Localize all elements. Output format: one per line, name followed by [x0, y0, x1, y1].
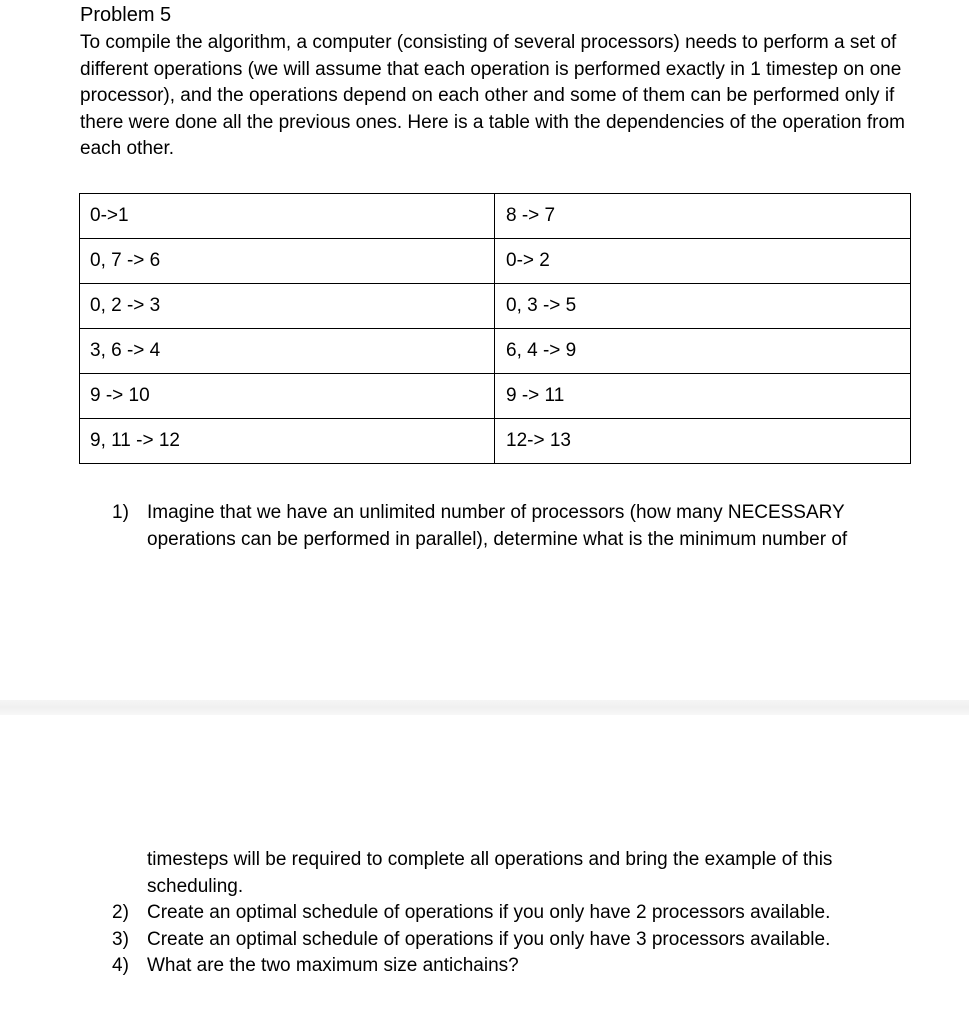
question-number: 4): [112, 955, 129, 976]
table-row: [80, 239, 911, 284]
dependency-cell: 8 -> 7: [495, 194, 911, 239]
problem-intro: To compile the algorithm, a computer (consisting of several processors) needs to perform a set of different operations (we will assume that each operation is performed exactly in 1 timestep on one processor), and the operations depend on each other and some of them can be performed only if there were done all the previous ones. Here is a table with the dependencies of the operation from each other.: [80, 32, 905, 159]
question-text: What are the two maximum size antichains?: [147, 955, 519, 976]
problem-title: Problem 5: [80, 4, 172, 26]
question-text: Create an optimal schedule of operations if you only have 3 processors available.: [147, 928, 831, 950]
question-list-bottom: [0, 847, 969, 980]
table-row: [80, 329, 911, 374]
question-number: 3): [112, 928, 129, 950]
question-1-continued: [0, 847, 969, 900]
dependency-cell: 9 -> 11: [495, 374, 911, 419]
question-text: Create an optimal schedule of operations if you only have 2 processors available.: [147, 902, 831, 923]
dependency-cell: 12-> 13: [495, 419, 911, 464]
dependency-cell: 6, 4 -> 9: [495, 329, 911, 374]
table-row: [80, 374, 911, 419]
question-text: Imagine that we have an unlimited number of processors (how many NECESSARY operations can be performed in parallel), determine what is the minimum number of: [147, 502, 848, 550]
dependencies-table: [79, 193, 911, 464]
question-list-top: [0, 500, 969, 553]
page-break-divider: [0, 700, 969, 715]
question-number: 2): [112, 902, 129, 923]
dependency-cell: 9 -> 10: [80, 374, 495, 419]
question-3: [0, 927, 969, 954]
table-row: [80, 419, 911, 464]
dependency-cell: 0->1: [80, 194, 495, 239]
dependency-cell: 9, 11 -> 12: [80, 419, 495, 464]
dependency-cell: 0, 2 -> 3: [80, 284, 495, 329]
question-text: timesteps will be required to complete all operations and bring the example of this scheduling.: [147, 849, 833, 897]
table-row: [80, 284, 911, 329]
dependency-cell: 0, 3 -> 5: [495, 284, 911, 329]
dependency-cell: 0-> 2: [495, 239, 911, 284]
question-2: [0, 900, 969, 927]
question-4: [0, 953, 969, 980]
table-row: [80, 194, 911, 239]
question-number: 1): [112, 502, 129, 523]
dependency-cell: 0, 7 -> 6: [80, 239, 495, 284]
dependency-cell: 3, 6 -> 4: [80, 329, 495, 374]
question-1: [0, 500, 969, 553]
